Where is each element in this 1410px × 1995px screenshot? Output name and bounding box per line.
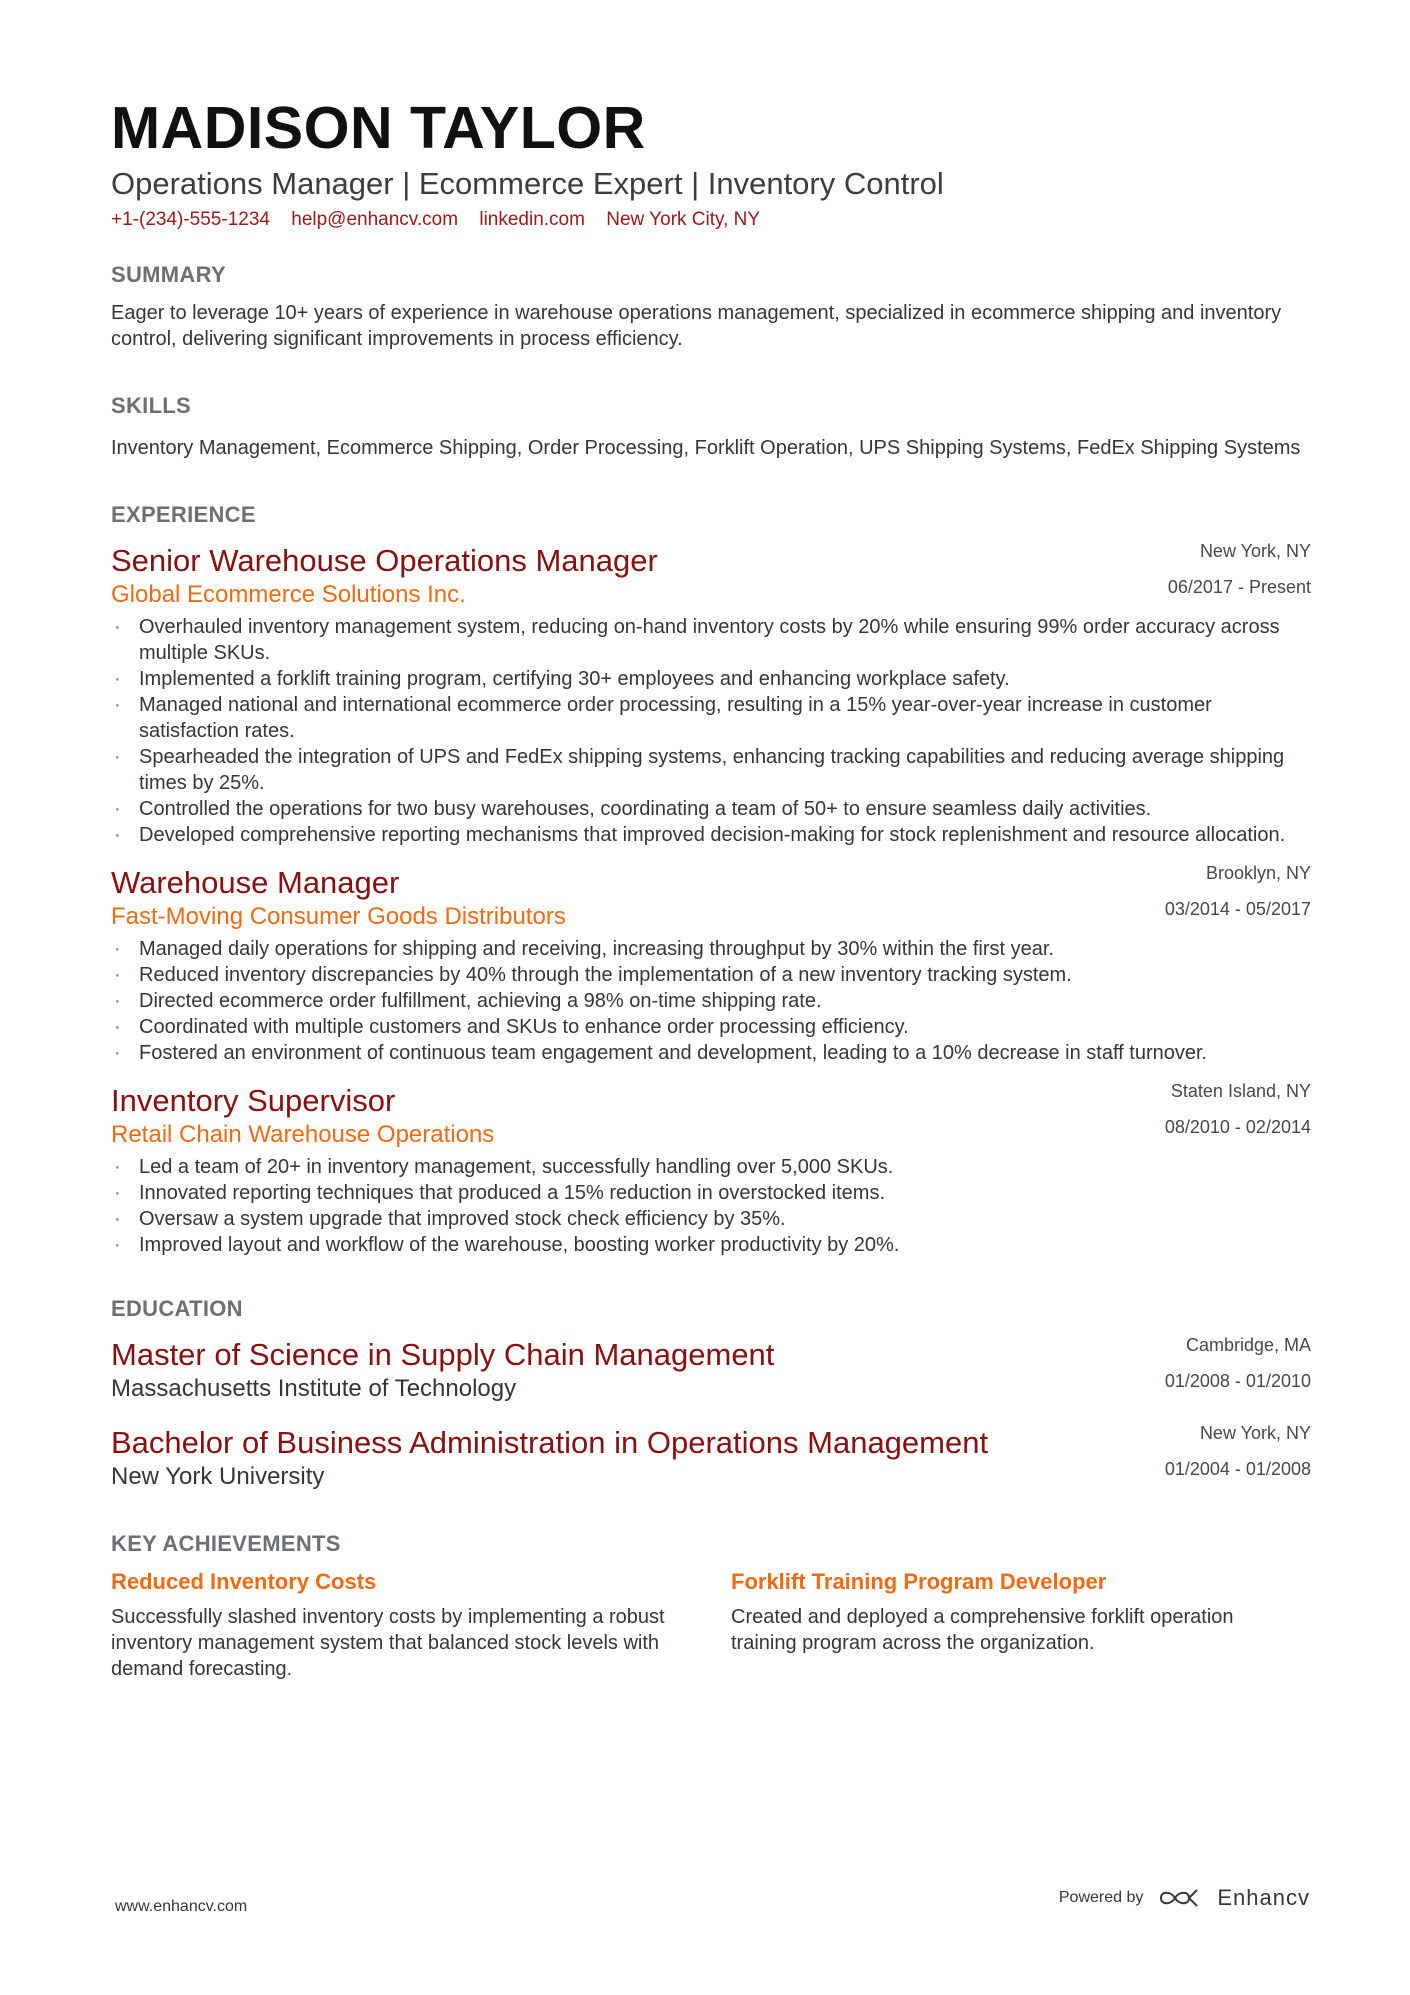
job-bullets [111, 936, 1311, 1066]
job-title: Senior Warehouse Operations Manager [111, 543, 658, 578]
job-bullets [111, 1154, 1311, 1258]
candidate-name: MADISON TAYLOR [111, 95, 646, 161]
education-entry [111, 1424, 1311, 1492]
education-title: EDUCATION [111, 1296, 243, 1321]
header [111, 92, 1311, 232]
location: New York City, NY [606, 209, 761, 230]
job-entry [111, 864, 1311, 1066]
footer-website[interactable]: www.enhancv.com [115, 1898, 248, 1915]
job-location: Brooklyn, NY [1205, 863, 1311, 883]
education-dates: 01/2004 - 01/2008 [1164, 1459, 1311, 1479]
achievement-text: Successfully slashed inventory costs by implementing a robust inventory management system that balanced stock levels with demand forecasting. [111, 1606, 665, 1680]
skills-text: Inventory Management, Ecommerce Shipping, Order Processing, Forklift Operation, UPS Shipping Systems, FedEx Shipping Systems [111, 437, 1301, 459]
school-name: New York University [111, 1463, 325, 1490]
achievement-item [111, 1568, 671, 1682]
education-location: Cambridge, MA [1185, 1335, 1311, 1355]
job-bullets [111, 614, 1311, 848]
achievement-item [731, 1568, 1291, 1682]
job-title: Inventory Supervisor [111, 1083, 396, 1118]
achievements-section [111, 1530, 1311, 1682]
achievements-grid [111, 1568, 1311, 1682]
resume-content [111, 92, 1311, 1682]
linkedin-link[interactable]: linkedin.com [479, 209, 585, 230]
headline: Operations Manager | Ecommerce Expert | Inventory Control [111, 166, 944, 201]
bullet-item: · Led a team of 20+ in inventory management, successfully handling over 5,000 SKUs. [111, 1154, 1311, 1180]
job-entry [111, 542, 1311, 848]
school-name: Massachusetts Institute of Technology [111, 1375, 517, 1402]
company-name: Retail Chain Warehouse Operations [111, 1121, 495, 1148]
education-location: New York, NY [1199, 1423, 1311, 1443]
company-name: Fast-Moving Consumer Goods Distributors [111, 903, 566, 930]
degree-title: Master of Science in Supply Chain Management [111, 1337, 775, 1372]
bullet-item: · Spearheaded the integration of UPS and FedEx shipping systems, enhancing tracking capabilities and reducing average shipping times by 25%. [111, 744, 1311, 796]
contact-info [111, 208, 1311, 232]
bullet-item: · Managed national and international ecommerce order processing, resulting in a 15% year-over-year increase in customer satisfaction rates. [111, 692, 1311, 744]
job-location: New York, NY [1199, 541, 1311, 561]
achievement-title: Forklift Training Program Developer [731, 1569, 1107, 1594]
bullet-item: · Oversaw a system upgrade that improved stock check efficiency by 35%. [111, 1206, 1311, 1232]
job-entry [111, 1082, 1311, 1258]
job-title: Warehouse Manager [111, 865, 400, 900]
bullet-item: · Overhauled inventory management system, reducing on-hand inventory costs by 20% while ensuring 99% order accuracy across multiple SKUs. [111, 614, 1311, 666]
powered-by-label: Powered by [1058, 1889, 1144, 1906]
bullet-item: · Controlled the operations for two busy warehouses, coordinating a team of 50+ to ensure seamless daily activities. [111, 796, 1311, 822]
email[interactable]: help@enhancv.com [291, 209, 459, 230]
achievements-title: KEY ACHIEVEMENTS [111, 1531, 341, 1556]
job-dates: 03/2014 - 05/2017 [1164, 899, 1311, 919]
bullet-item: · Coordinated with multiple customers and SKUs to enhance order processing efficiency. [111, 1014, 1311, 1040]
summary-section [111, 261, 1311, 352]
bullet-item: · Improved layout and workflow of the warehouse, boosting worker productivity by 20%. [111, 1232, 1311, 1258]
degree-title: Bachelor of Business Administration in Operations Management [111, 1425, 989, 1460]
education-section [111, 1295, 1311, 1492]
bullet-item: · Directed ecommerce order fulfillment, achieving a 98% on-time shipping rate. [111, 988, 1311, 1014]
company-name: Global Ecommerce Solutions Inc. [111, 581, 466, 608]
experience-title: EXPERIENCE [111, 502, 256, 527]
bullet-item: · Developed comprehensive reporting mechanisms that improved decision-making for stock replenishment and resource allocation. [111, 822, 1311, 848]
education-dates: 01/2008 - 01/2010 [1164, 1371, 1311, 1391]
job-dates: 06/2017 - Present [1167, 577, 1311, 597]
bullet-item: · Managed daily operations for shipping and receiving, increasing throughput by 30% within the first year. [111, 936, 1311, 962]
achievement-title: Reduced Inventory Costs [111, 1569, 377, 1594]
bullet-item: · Implemented a forklift training program, certifying 30+ employees and enhancing workplace safety. [111, 666, 1311, 692]
phone[interactable]: +1-(234)-555-1234 [111, 209, 270, 230]
job-dates: 08/2010 - 02/2014 [1164, 1117, 1311, 1137]
experience-section [111, 501, 1311, 1258]
summary-title: SUMMARY [111, 262, 226, 287]
bullet-item: · Reduced inventory discrepancies by 40% through the implementation of a new inventory tracking system. [111, 962, 1311, 988]
education-entry [111, 1336, 1311, 1404]
brand-name: Enhancv [1217, 1885, 1310, 1910]
bullet-item: · Fostered an environment of continuous team engagement and development, leading to a 10% decrease in staff turnover. [111, 1040, 1311, 1066]
skills-title: SKILLS [111, 393, 192, 418]
bullet-item: · Innovated reporting techniques that produced a 15% reduction in overstocked items. [111, 1180, 1311, 1206]
enhancv-logo-icon [1157, 1886, 1203, 1910]
achievement-text: Created and deployed a comprehensive forklift operation training program across the organization. [731, 1606, 1234, 1654]
skills-section [111, 392, 1311, 461]
job-location: Staten Island, NY [1170, 1081, 1311, 1101]
footer-branding [1059, 1885, 1310, 1911]
summary-text: Eager to leverage 10+ years of experience in warehouse operations management, specialized in ecommerce shipping and inventory control, delivering significant improvements in process efficiency. [111, 302, 1282, 350]
